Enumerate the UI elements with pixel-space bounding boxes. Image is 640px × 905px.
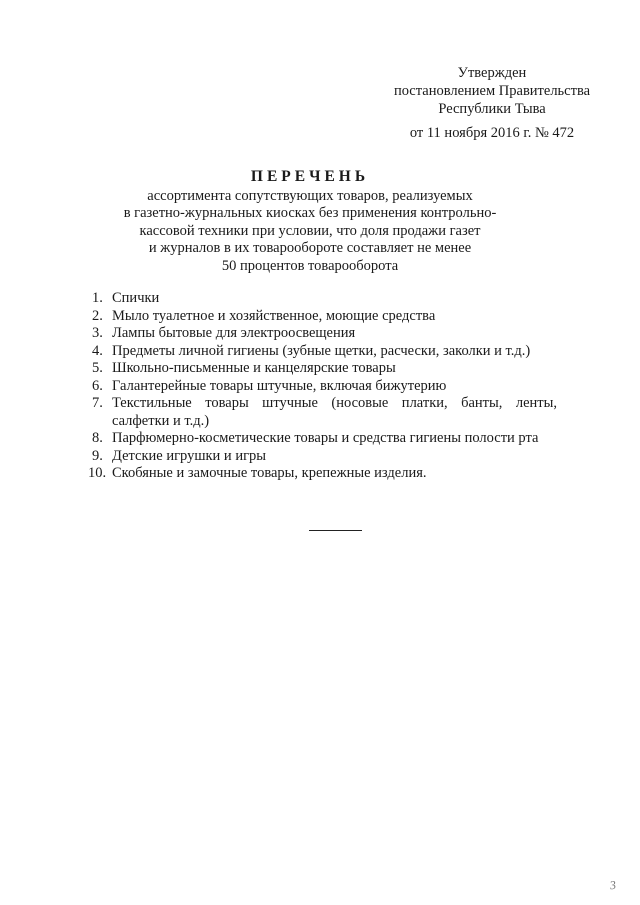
list-item [92,343,557,361]
item-number: 2. [92,307,103,324]
item-text: Скобяные и замочные товары, крепежные изделия. [112,465,427,481]
item-text: Галантерейные товары штучные, включая бижутерию [112,377,447,394]
list-item [92,378,557,396]
item-text: Парфюмерно-косметические товары и средства гигиены полости рта [112,430,539,446]
approval-line-3: Республики Тыва [438,101,546,117]
approval-date: от 11 ноября 2016 г. № 472 [409,125,575,141]
list-item [92,430,557,448]
list-item [92,360,557,378]
title-line-3: кассовой техники при условии, что доля продажи газет [139,222,481,239]
approval-line-1: Утвержден [457,65,527,81]
end-divider [309,530,362,531]
title-line-2: в газетно-журнальных киосках без применения контрольно- [123,205,497,221]
title-line-5: 50 процентов товарооборота [221,257,399,274]
item-text: Мыло туалетное и хозяйственное, моющие средства [112,307,436,324]
item-number: 1. [92,290,103,306]
item-number: 10. [88,465,107,481]
list-item [88,465,557,483]
item-text: Детские игрушки и игры [112,447,267,464]
item-text: Спички [112,290,160,306]
item-number: 6. [92,377,103,394]
approval-stamp [392,64,592,142]
list-item [92,290,557,308]
item-number: 4. [92,342,103,359]
item-text: Текстильные товары штучные (носовые платки, банты, ленты, салфетки и т.д.) [112,395,557,429]
goods-list [88,290,557,483]
page-number-mark: 3 [608,877,617,893]
item-number: 3. [92,325,103,341]
list-item [92,448,557,466]
list-item [92,395,557,430]
list-item [92,325,557,343]
document-title [90,168,530,275]
item-number: 8. [92,430,103,446]
approval-line-2: постановлением Правительства [393,83,591,99]
title-line-4: и журналов в их товарообороте составляет не менее [148,240,472,256]
title-line-1: ассортимента сопутствующих товаров, реализуемых [147,187,473,204]
list-item [92,308,557,326]
item-number: 7. [92,395,103,411]
item-text: Предметы личной гигиены (зубные щетки, расчески, заколки и т.д.) [112,342,531,359]
item-number: 9. [92,447,103,464]
item-text: Школьно-письменные и канцелярские товары [112,360,396,376]
item-text: Лампы бытовые для электроосвещения [112,325,356,341]
item-number: 5. [92,360,103,376]
title-heading: ПЕРЕЧЕНЬ [250,168,370,185]
